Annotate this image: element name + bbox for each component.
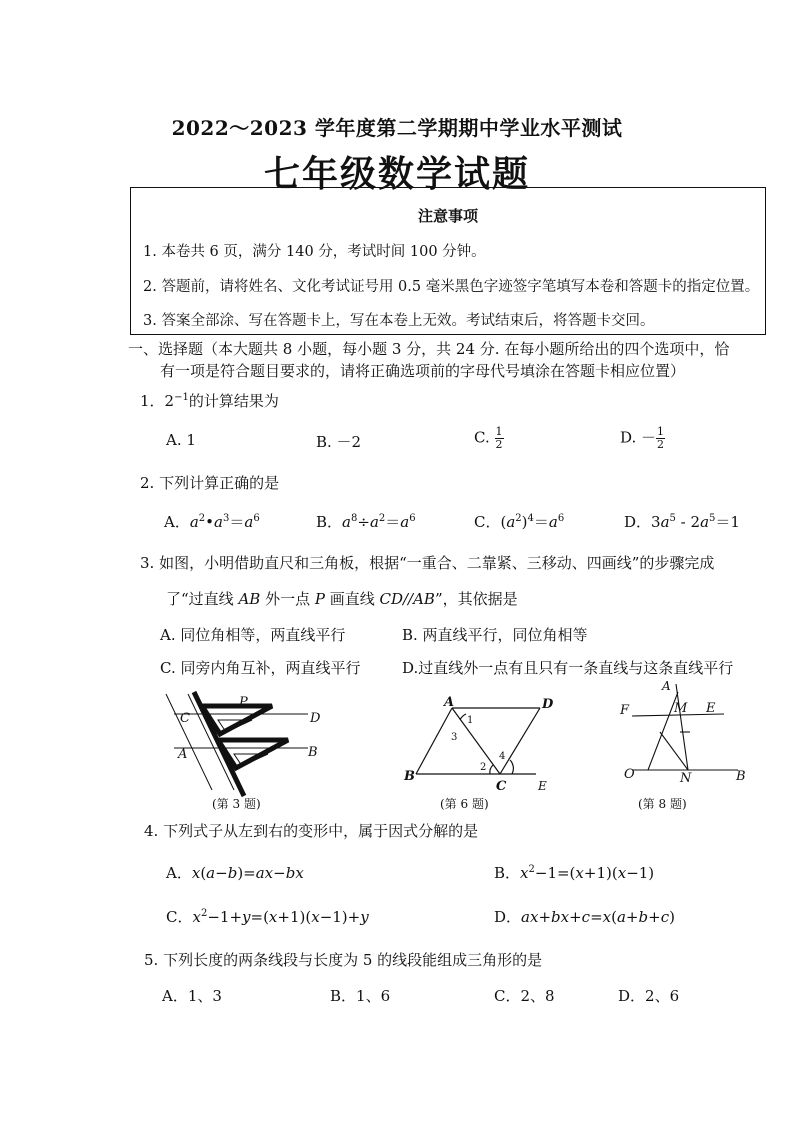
fig8-label-n: N: [680, 771, 692, 786]
question-5-option-d: D．2、6: [618, 987, 680, 1005]
exam-subtitle: 2022～2023 学年度第二学期期中学业水平测试: [171, 116, 623, 140]
q3-text-c: 外一点: [260, 590, 315, 608]
question-1-exponent: −1: [174, 392, 189, 403]
question-1-text: 的计算结果为: [188, 392, 279, 410]
fig8-label-e: E: [706, 701, 716, 716]
fig8-label-f: F: [620, 703, 630, 718]
diagonal-ac: [452, 708, 500, 774]
side-dc: [500, 708, 540, 774]
angle-arc: [490, 765, 493, 774]
fig6-caption: (第 6 题): [440, 797, 489, 811]
figure-3: [166, 692, 321, 811]
section-instruction-line2: 有一项是符合题目要求的，请将正确选项前的字母代号填涂在答题卡相应位置）: [160, 362, 686, 380]
fig8-label-o: O: [624, 767, 635, 782]
fig3-label-a: A: [178, 747, 188, 762]
q3-ab: AB: [238, 590, 261, 608]
fig6-angle-1: 1: [467, 715, 474, 726]
fraction-numerator: 1: [657, 425, 665, 438]
question-3-stem-line2: [166, 588, 518, 609]
fig6-angle-2: 2: [480, 762, 487, 773]
question-1-option-a: A. 1: [166, 431, 196, 449]
question-1-option-b: B. －2: [316, 433, 362, 451]
question-4-option-a: A．x(a−b)=ax−bx: [166, 864, 304, 882]
question-5-option-b: B．1、6: [330, 987, 391, 1005]
line-through-a: [676, 684, 688, 770]
q3-cd-ab: CD//AB: [379, 590, 435, 608]
question-5-option-a: A．1、3: [162, 987, 222, 1005]
fraction: [495, 426, 504, 451]
notice-item-2: 2. 答题前，请将姓名、文化考试证号用 0.5 毫米黑色字迹签字笔填写本卷和答题卡的指定位置。: [143, 279, 760, 295]
question-1-number: 1．: [140, 392, 165, 410]
fig3-label-p: P: [239, 695, 248, 710]
angle-arc: [460, 714, 466, 720]
fig8-label-b: B: [736, 769, 746, 784]
fig6-label-a: A: [444, 695, 455, 710]
fig3-label-d: D: [310, 711, 321, 726]
question-5-option-c: C．2、8: [494, 987, 555, 1005]
notice-item-3: 3. 答案全部涂、写在答题卡上，写在本卷上无效。考试结束后，将答题卡交回。: [143, 313, 655, 329]
notice-box: [130, 187, 766, 335]
q3-text-a: 了“过直线: [166, 590, 239, 608]
fig3-label-b: B: [308, 745, 318, 760]
q3-text-g: ”，其依据是: [434, 590, 518, 608]
question-3-option-a: A. 同位角相等，两直线平行: [160, 626, 346, 644]
fig6-angle-3: 3: [451, 732, 458, 743]
question-2-stem: 2. 下列计算正确的是: [140, 474, 280, 492]
fig6-angle-4: 4: [499, 751, 506, 762]
fig6-label-d: D: [542, 697, 554, 712]
figure-8: [619, 680, 746, 811]
fig8-caption: (第 8 题): [638, 797, 687, 811]
question-4-option-d: D．ax+bx+c=x(a+b+c): [494, 908, 675, 926]
question-2-option-a: A．$a^2•a^3=a^6$: [164, 513, 260, 531]
fig3-caption: (第 3 题): [212, 797, 261, 811]
fraction-denominator: 2: [657, 438, 665, 451]
fig6-label-b: B: [404, 769, 415, 784]
question-3-option-d: D.过直线外一点有且只有一条直线与这条直线平行: [402, 659, 734, 677]
figures-row: [160, 680, 770, 820]
exam-title: 七年级数学试题: [263, 153, 530, 195]
question-4-option-b: B．$x^2-1=(x+1)(x-1)$: [494, 864, 655, 882]
question-1-option-c-label: C.: [474, 428, 490, 447]
fraction-denominator: 2: [495, 438, 503, 451]
fraction-numerator: 1: [495, 425, 503, 438]
fig6-label-c: C: [496, 779, 507, 794]
question-3-option-b: B. 两直线平行，同位角相等: [402, 626, 588, 644]
question-1-option-d-label: D. －: [620, 428, 657, 447]
question-2-option-b: B．$a^8\div a^2=a^6$: [316, 513, 416, 531]
angle-arc: [510, 760, 513, 774]
question-1-base: 2: [164, 392, 175, 410]
q3-p: P: [314, 590, 325, 608]
question-2-option-c: C．$(a^2)^4=a^6$: [474, 513, 565, 531]
fig8-label-m: M: [674, 701, 688, 716]
section-instruction-line1: 一、选择题（本大题共 8 小题，每小题 3 分，共 24 分. 在每小题所给出的四个选项中，恰: [128, 340, 730, 358]
q3-text-e: 画直线: [324, 590, 380, 608]
side-ab: [416, 708, 452, 774]
question-3-stem-line1: 3. 如图，小明借助直尺和三角板，根据“一重合、二靠紧、三移动、四画线”的步骤完成: [140, 554, 715, 572]
fig6-label-e: E: [538, 779, 547, 793]
notice-heading: 注意事项: [417, 207, 478, 225]
question-5-stem: 5. 下列长度的两条线段与长度为 5 的线段能组成三角形的是: [144, 951, 543, 969]
notice-item-1: 1. 本卷共 6 页，满分 140 分，考试时间 100 分钟。: [143, 244, 486, 260]
question-1-option-d: [620, 426, 665, 451]
figure-6: [403, 695, 554, 811]
question-2-option-d: D．$3a^5 - 2a^5=1$: [624, 513, 740, 531]
fig8-label-a: A: [662, 680, 671, 693]
question-4-option-c: C．$x^2-1+y=(x+1)(x-1)+y$: [166, 908, 369, 926]
fraction: [656, 426, 665, 451]
fig3-label-c: C: [180, 711, 190, 726]
question-4-stem: 4. 下列式子从左到右的变形中，属于因式分解的是: [144, 822, 479, 840]
question-3-option-c: C. 同旁内角互补，两直线平行: [160, 659, 361, 677]
question-1-option-c: [474, 426, 504, 451]
question-1-stem: [140, 390, 279, 411]
